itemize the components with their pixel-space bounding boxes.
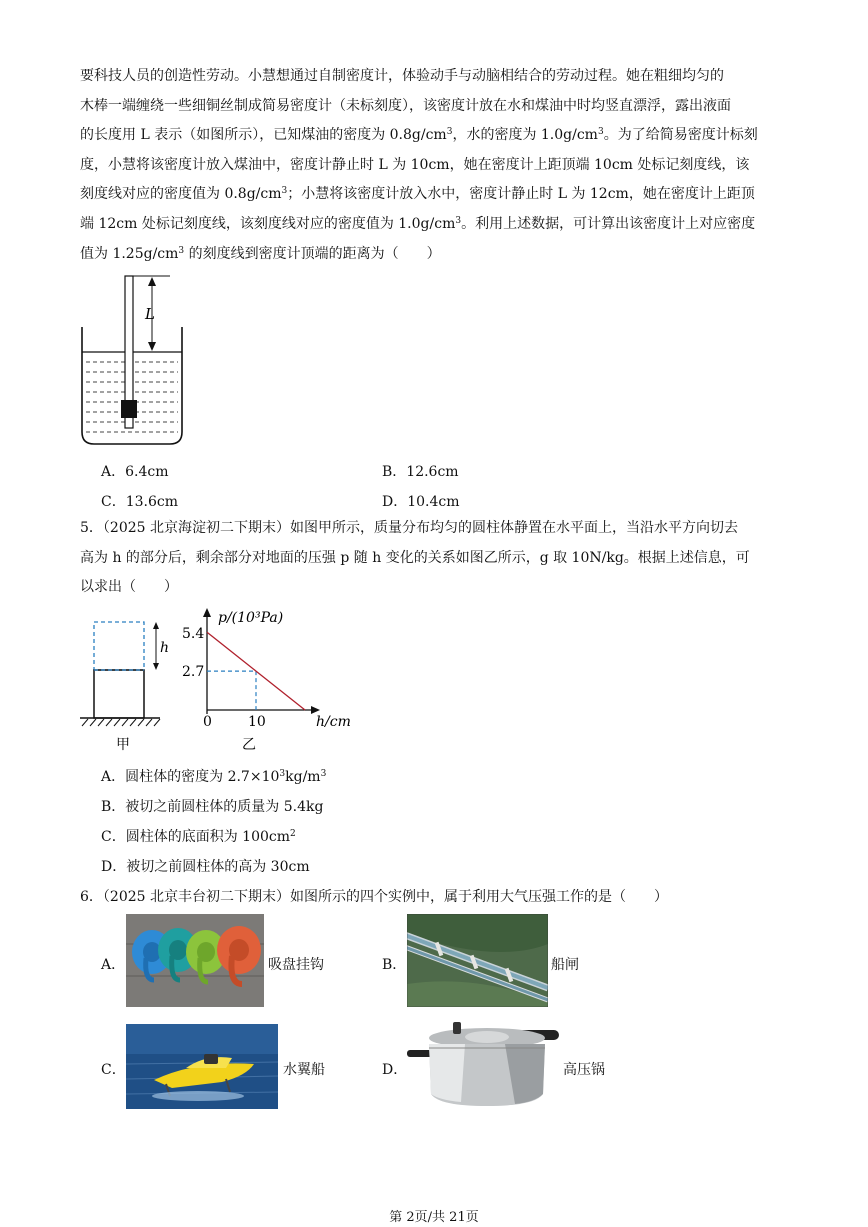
q6-option-c-key[interactable]: C． [101,1062,126,1078]
q5-line-3: 以求出（ ） [80,579,178,595]
q6-option-a-key[interactable]: A． [101,957,126,973]
x-axis-arrow [311,706,320,714]
q4-line-2: 木棒一端缠绕一些细铜丝制成简易密度计（未标刻度），该密度计放在水和煤油中时均竖直漂浮，露出液面 [80,97,731,114]
hydrometer-figure [74,272,190,452]
q6-option-b-label: 船闸 [551,957,579,973]
q6-option-d-label: 高压锅 [563,1062,605,1078]
q6-option-b-key[interactable]: B． [382,957,407,973]
q6-option-a-label: 吸盘挂钩 [268,957,324,973]
pressure-height-chart [180,604,360,756]
q6-option-c-label: 水翼船 [283,1062,325,1078]
pressure-cooker-image[interactable] [405,1018,563,1110]
q6-stem: 6．（2025 北京丰台初二下期末）如图所示的四个实例中，属于利用大气压强工作的是（ ） [80,889,668,905]
x-tick-0: 0 [203,714,212,730]
q5-option-d[interactable]: D．被切之前圆柱体的高为 30cm [101,859,310,875]
q4-line-3: 的长度用 L 表示（如图所示），已知煤油的密度为 $0.8g/cm^3$，水的密度为 $1.0g/cm^3$。为了给简易密度计标刻 [80,127,758,144]
q4-line-6: 端 12cm 处标记刻度线，该刻度线对应的密度值为 $1.0g/cm^3$。利用上述数据，可计算出该密度计上对应密度 [80,215,756,232]
cylinder-figure [78,616,178,756]
q6-option-d-key[interactable]: D． [382,1062,408,1078]
q5-option-a[interactable]: A．圆柱体的密度为 $2.7\times 10^3kg/m^3$ [101,769,327,785]
y-tick-5-4: 5.4 [182,626,205,642]
q4-line-7: 值为 $1.25g/cm^3$ 的刻度线到密度计顶端的距离为（ ） [80,245,441,262]
q5-line-1: 5．（2025 北京海淀初二下期末）如图甲所示，质量分布均匀的圆柱体静置在水平面上，当沿水平方向切去 [80,520,738,536]
x-axis-label: h/cm [316,714,351,730]
q4-option-d[interactable]: D．10.4cm [382,494,460,510]
y-tick-2-7: 2.7 [182,664,205,680]
q5-option-b[interactable]: B．被切之前圆柱体的质量为 5.4kg [101,799,324,815]
page-footer: 第 2页/共 21页 [389,1210,479,1225]
q5-option-c[interactable]: C．圆柱体的底面积为 $100cm^2$ [101,829,296,845]
q4-option-b[interactable]: B．12.6cm [382,464,459,480]
x-tick-10: 10 [248,714,266,730]
suction-hook-image[interactable] [126,914,264,1007]
q5-line-2: 高为 h 的部分后，剩余部分对地面的压强 p 随 h 变化的关系如图乙所示，g 取 10N/kg。根据上述信息，可 [80,549,750,566]
figure-jia-label: 甲 [116,737,130,753]
h-label: h [160,640,170,656]
length-L-label: L [145,305,155,323]
q4-stem [80,62,792,269]
y-axis-arrow [203,608,211,617]
hydrofoil-boat-image[interactable] [126,1024,278,1109]
q5-stem [80,514,792,603]
q4-line-4: 度，小慧将该密度计放入煤油中，密度计静止时 L 为 10cm，她在密度计上距顶端 10cm 处标记刻度线，该 [80,156,750,173]
q4-line-5: 刻度线对应的密度值为 $0.8g/cm^3$；小慧将该密度计放入水中，密度计静止时 L 为 12cm，她在密度计上距顶 [80,186,755,203]
ship-lock-image[interactable] [407,914,548,1007]
q4-line-1: 要科技人员的创造性劳动。小慧想通过自制密度计，体验动手与动脑相结合的劳动过程。她在粗细均匀的 [80,68,724,84]
q4-option-a[interactable]: A．6.4cm [101,464,169,480]
q4-option-c[interactable]: C．13.6cm [101,494,179,510]
y-axis-label: p/(10³Pa) [218,610,284,626]
figure-yi-label: 乙 [242,737,256,753]
